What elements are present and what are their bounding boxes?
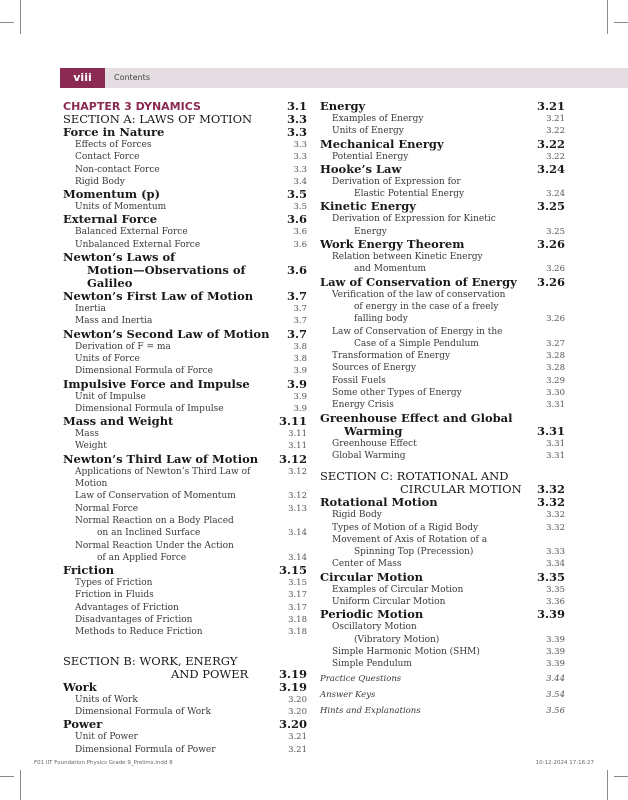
toc-entry-l0[interactable] bbox=[320, 100, 565, 113]
toc-entry-l1[interactable] bbox=[63, 744, 307, 756]
toc-entry-title: Effects of Forces bbox=[75, 140, 152, 150]
toc-entry-title: Work Energy Theorem bbox=[320, 237, 465, 252]
toc-entry-page: 3.21 bbox=[288, 744, 307, 755]
toc-entry-title: Newton’s Third Law of Motion bbox=[63, 451, 259, 466]
toc-entry-page: 3.34 bbox=[546, 559, 565, 570]
toc-entry-title: Simple Harmonic Motion (SHM) bbox=[332, 646, 480, 657]
toc-entry-title: Impulsive Force and Impulse bbox=[63, 376, 250, 391]
toc-entry-l0[interactable] bbox=[320, 163, 565, 176]
toc-entry-page: 3.3 bbox=[293, 164, 307, 175]
toc-entry-page: 3.24 bbox=[546, 189, 565, 200]
toc-entry-l1[interactable] bbox=[63, 527, 307, 539]
toc-entry-page: 3.22 bbox=[546, 151, 565, 162]
toc-entry-title: Some other Types of Energy bbox=[332, 388, 462, 399]
toc-spacer bbox=[63, 639, 307, 655]
toc-entry-page: 3.31 bbox=[546, 450, 565, 461]
toc-entry-page: 3.8 bbox=[293, 341, 307, 352]
toc-entry-title: Law of Conservation of Energy in the bbox=[332, 326, 503, 337]
toc-entry-title: Mass bbox=[75, 429, 99, 440]
toc-entry-page: 3.11 bbox=[288, 429, 307, 440]
toc-entry-title: (Vibratory Motion) bbox=[354, 634, 440, 645]
toc-entry-title: Unit of Power bbox=[75, 732, 138, 743]
toc-entry-title: Oscillatory Motion bbox=[332, 622, 417, 633]
toc-entry-title: Newton’s First Law of Motion bbox=[63, 289, 254, 304]
toc-entry-page: 3.27 bbox=[546, 338, 565, 349]
crop-mark bbox=[0, 776, 14, 777]
toc-entry-l0[interactable] bbox=[63, 564, 307, 577]
toc-entry-l1[interactable] bbox=[63, 440, 307, 452]
toc-entry-page: 3.9 bbox=[286, 376, 307, 391]
toc-entry-section[interactable] bbox=[63, 655, 307, 668]
toc-entry-title: Law of Conservation of Energy bbox=[320, 274, 517, 289]
toc-entry-l1[interactable] bbox=[63, 602, 307, 614]
toc-entry-l1[interactable] bbox=[63, 731, 307, 743]
toc-entry-l0[interactable] bbox=[320, 138, 565, 151]
toc-entry-page: 3.11 bbox=[288, 441, 307, 452]
crop-mark bbox=[0, 22, 14, 23]
toc-entry-page: 3.17 bbox=[288, 590, 307, 601]
toc-entry-page: 3.31 bbox=[546, 400, 565, 411]
toc-entry-l1[interactable] bbox=[63, 365, 307, 377]
toc-entry-title: Advantages of Friction bbox=[75, 602, 179, 613]
toc-entry-title: SECTION A: LAWS OF MOTION bbox=[63, 112, 253, 126]
toc-entry-l0[interactable] bbox=[63, 453, 307, 466]
toc-entry-page: 3.26 bbox=[546, 264, 565, 275]
toc-entry-l1[interactable] bbox=[320, 125, 565, 137]
toc-entry-title: Kinetic Energy bbox=[320, 199, 416, 214]
toc-entry-page: 3.26 bbox=[536, 274, 565, 289]
toc-entry-l1[interactable] bbox=[320, 399, 565, 411]
crop-mark bbox=[607, 770, 608, 800]
toc-entry-page: 3.5 bbox=[286, 187, 307, 202]
toc-entry-page: 3.20 bbox=[278, 717, 307, 732]
toc-entry-l0[interactable] bbox=[63, 328, 307, 341]
toc-entry-title: Rigid Body bbox=[75, 176, 125, 187]
toc-entry-page: 3.31 bbox=[536, 423, 565, 438]
toc-entry-page: 3.7 bbox=[293, 304, 307, 315]
toc-entry-title: Movement of Axis of Rotation of a bbox=[332, 534, 488, 545]
toc-entry-title: falling body bbox=[354, 314, 408, 325]
toc-entry-title: and Momentum bbox=[354, 264, 427, 275]
toc-entry-l1[interactable] bbox=[63, 540, 307, 552]
toc-entry-page: 3.39 bbox=[546, 634, 565, 645]
toc-entry-title: Hints and Explanations bbox=[320, 705, 421, 716]
toc-entry-l0[interactable] bbox=[63, 290, 307, 303]
toc-entry-title: Law of Conservation of Momentum bbox=[75, 491, 236, 502]
toc-entry-title: Applications of Newton’s Third Law of Motion bbox=[75, 466, 251, 490]
toc-entry-page: 3.4 bbox=[293, 176, 307, 187]
toc-entry-l1[interactable] bbox=[63, 694, 307, 706]
toc-entry-title: Types of Friction bbox=[75, 578, 153, 589]
toc-entry-page: 3.12 bbox=[288, 491, 307, 502]
toc-entry-l0[interactable] bbox=[63, 681, 307, 694]
toc-entry-l1[interactable] bbox=[63, 515, 307, 527]
toc-entry-page: 3.9 bbox=[293, 366, 307, 377]
toc-entry-page: 3.44 bbox=[546, 673, 565, 684]
toc-entry-l1[interactable] bbox=[320, 438, 565, 450]
toc-entry-l0[interactable] bbox=[320, 276, 565, 289]
toc-entry-l0[interactable] bbox=[320, 496, 565, 509]
toc-entry-page: 3.17 bbox=[288, 602, 307, 613]
toc-entry-title: of an Applied Force bbox=[97, 552, 187, 563]
footer-file: F01 IIT Foundation Physics Grade 9_Prelims.indd 8 bbox=[34, 760, 173, 766]
toc-entry-l0[interactable] bbox=[63, 718, 307, 731]
toc-entry-title: Power bbox=[63, 717, 103, 732]
toc-entry-title: SECTION C: ROTATIONAL AND bbox=[320, 469, 509, 484]
toc-entry-title: Unbalanced External Force bbox=[75, 239, 201, 250]
toc-entry-page: 3.32 bbox=[536, 495, 565, 510]
toc-entry-page: 3.8 bbox=[293, 353, 307, 364]
toc-entry-page: 3.1 bbox=[286, 99, 307, 113]
toc-entry-title: Newton’s Laws of bbox=[63, 250, 176, 265]
toc-entry-title: Derivation of Expression for bbox=[332, 176, 461, 187]
toc-entry-title: SECTION B: WORK, ENERGY bbox=[63, 653, 238, 668]
toc-entry-page: 3.35 bbox=[536, 569, 565, 584]
toc-entry-l1[interactable] bbox=[320, 301, 565, 313]
toc-entry-page: 3.28 bbox=[546, 351, 565, 362]
toc-entry-l0[interactable] bbox=[320, 425, 565, 438]
toc-entry-title: Types of Motion of a Rigid Body bbox=[332, 522, 479, 533]
toc-entry-title: Disadvantages of Friction bbox=[75, 615, 193, 626]
toc-entry-page: 3.21 bbox=[536, 99, 565, 113]
toc-entry-page: 3.7 bbox=[286, 289, 307, 304]
toc-entry-title: Case of a Simple Pendulum bbox=[354, 338, 479, 349]
toc-entry-title: Mechanical Energy bbox=[320, 136, 444, 151]
toc-entry-page: 3.36 bbox=[546, 597, 565, 608]
toc-entry-page: 3.6 bbox=[286, 212, 307, 227]
toc-entry-title: Periodic Motion bbox=[320, 607, 424, 622]
toc-entry-page: 3.31 bbox=[546, 438, 565, 449]
toc-entry-title: Dimensional Formula of Impulse bbox=[75, 403, 224, 414]
toc-entry-title: Motion—Observations of Galileo bbox=[87, 263, 246, 291]
header-label: Contents bbox=[114, 73, 150, 82]
toc-entry-l0[interactable] bbox=[63, 264, 307, 290]
toc-entry-l1[interactable] bbox=[63, 315, 307, 327]
toc-entry-page: 3.20 bbox=[288, 706, 307, 717]
toc-entry-title: Dimensional Formula of Power bbox=[75, 744, 216, 755]
crop-mark bbox=[20, 0, 21, 34]
toc-entry-page: 3.13 bbox=[288, 503, 307, 514]
toc-entry-l1[interactable] bbox=[63, 341, 307, 353]
toc-entry-title: Friction bbox=[63, 563, 115, 578]
toc-entry-title: Dimensional Formula of Work bbox=[75, 706, 211, 717]
toc-entry-title: Energy bbox=[354, 226, 387, 237]
toc-entry-page: 3.22 bbox=[546, 126, 565, 137]
toc-entry-title: Transformation of Energy bbox=[332, 351, 451, 362]
toc-entry-title: Examples of Circular Motion bbox=[332, 584, 464, 595]
toc-entry-l1[interactable] bbox=[320, 313, 565, 325]
toc-entry-title: Weight bbox=[75, 441, 107, 452]
toc-entry-l1[interactable] bbox=[320, 387, 565, 399]
toc-entry-title: Uniform Circular Motion bbox=[332, 597, 446, 608]
toc-entry-page: 3.18 bbox=[288, 627, 307, 638]
toc-entry-page: 3.56 bbox=[546, 705, 565, 716]
toc-entry-page: 3.29 bbox=[546, 375, 565, 386]
toc-entry-title: Mass and Weight bbox=[63, 414, 174, 429]
toc-entry-page: 3.12 bbox=[278, 451, 307, 466]
toc-entry-page: 3.14 bbox=[288, 528, 307, 539]
toc-entry-title: Greenhouse Effect bbox=[332, 438, 417, 449]
toc-entry-title: Contact Force bbox=[75, 152, 140, 163]
toc-entry-title: Greenhouse Effect and Global bbox=[320, 410, 513, 425]
toc-right-column bbox=[320, 100, 565, 719]
toc-entry-page: 3.22 bbox=[536, 136, 565, 151]
toc-entry-title: Spinning Top (Precession) bbox=[354, 547, 474, 558]
toc-entry-l1[interactable] bbox=[63, 226, 307, 238]
toc-entry-title: on an Inclined Surface bbox=[97, 528, 201, 539]
toc-entry-l1[interactable] bbox=[320, 621, 565, 633]
toc-entry-page: 3.18 bbox=[288, 615, 307, 626]
toc-entry-l1[interactable] bbox=[320, 350, 565, 362]
toc-entry-ital[interactable] bbox=[320, 687, 565, 703]
toc-entry-title: Normal Reaction on a Body Placed bbox=[75, 515, 234, 526]
toc-entry-title: Work bbox=[63, 679, 97, 694]
crop-mark bbox=[20, 770, 21, 800]
toc-entry-l1[interactable] bbox=[320, 251, 565, 263]
toc-entry-title: Units of Force bbox=[75, 353, 140, 364]
toc-entry-l1[interactable] bbox=[63, 626, 307, 638]
toc-entry-l0[interactable] bbox=[63, 126, 307, 139]
toc-entry-page: 3.14 bbox=[288, 552, 307, 563]
toc-entry-page: 3.25 bbox=[536, 199, 565, 214]
toc-entry-page: 3.9 bbox=[293, 403, 307, 414]
toc-entry-page: 3.7 bbox=[286, 326, 307, 341]
toc-entry-l1[interactable] bbox=[320, 213, 565, 225]
toc-entry-page: 3.26 bbox=[536, 237, 565, 252]
toc-entry-title: Balanced External Force bbox=[75, 227, 188, 238]
toc-entry-l1[interactable] bbox=[63, 614, 307, 626]
toc-entry-l1[interactable] bbox=[63, 428, 307, 440]
toc-entry-title: Normal Force bbox=[75, 503, 139, 514]
toc-entry-page: 3.3 bbox=[293, 140, 307, 150]
toc-entry-title: Circular Motion bbox=[320, 569, 423, 584]
toc-entry-page: 3.19 bbox=[278, 666, 307, 681]
toc-entry-l1[interactable] bbox=[63, 303, 307, 315]
toc-entry-page: 3.25 bbox=[546, 226, 565, 237]
toc-entry-l0[interactable] bbox=[320, 608, 565, 621]
toc-entry-title: Verification of the law of conservation bbox=[332, 289, 506, 300]
toc-entry-title: Units of Momentum bbox=[75, 202, 167, 213]
toc-entry-page: 3.28 bbox=[546, 363, 565, 374]
toc-entry-page: 3.3 bbox=[286, 112, 307, 126]
toc-entry-page: 3.32 bbox=[546, 522, 565, 533]
toc-entry-l1[interactable] bbox=[320, 522, 565, 534]
toc-entry-l1[interactable] bbox=[63, 466, 307, 491]
toc-entry-l1[interactable] bbox=[320, 534, 565, 546]
toc-entry-title: Simple Pendulum bbox=[332, 659, 412, 670]
toc-entry-l1[interactable] bbox=[320, 375, 565, 387]
toc-entry-title: Center of Mass bbox=[332, 559, 402, 570]
toc-entry-title: Rotational Motion bbox=[320, 495, 438, 510]
toc-entry-page: 3.11 bbox=[278, 414, 307, 429]
toc-entry-l0[interactable] bbox=[63, 188, 307, 201]
toc-entry-page: 3.5 bbox=[293, 202, 307, 213]
toc-entry-title: Examples of Energy bbox=[332, 114, 424, 124]
toc-left-column bbox=[63, 100, 307, 756]
toc-entry-title: Rigid Body bbox=[332, 510, 382, 521]
toc-entry-l1[interactable] bbox=[320, 263, 565, 275]
toc-entry-title: Sources of Energy bbox=[332, 363, 416, 374]
toc-entry-title: Units of Work bbox=[75, 694, 138, 705]
header-page-number: viii bbox=[60, 68, 105, 88]
toc-entry-title: Units of Energy bbox=[332, 126, 404, 137]
toc-entry-l1[interactable] bbox=[63, 139, 307, 151]
crop-mark bbox=[614, 22, 628, 23]
toc-entry-l1[interactable] bbox=[320, 646, 565, 658]
toc-entry-page: 3.6 bbox=[293, 239, 307, 250]
toc-entry-l1[interactable] bbox=[63, 391, 307, 403]
toc-entry-title: Mass and Inertia bbox=[75, 316, 153, 327]
toc-entry-l1[interactable] bbox=[320, 546, 565, 558]
toc-entry-title: Practice Questions bbox=[320, 673, 402, 684]
toc-entry-title: Derivation of F = ma bbox=[75, 341, 171, 352]
toc-entry-l0[interactable] bbox=[320, 200, 565, 213]
toc-entry-page: 3.39 bbox=[546, 646, 565, 657]
toc-entry-l1[interactable] bbox=[320, 584, 565, 596]
toc-entry-ital[interactable] bbox=[320, 671, 565, 687]
toc-entry-l1[interactable] bbox=[63, 164, 307, 176]
toc-entry-l1[interactable] bbox=[320, 658, 565, 670]
toc-entry-page: 3.3 bbox=[286, 125, 307, 139]
toc-entry-l1[interactable] bbox=[63, 589, 307, 601]
toc-entry-title: Friction in Fluids bbox=[75, 590, 154, 601]
toc-entry-title: Answer Keys bbox=[320, 689, 376, 700]
toc-entry-title: Energy Crisis bbox=[332, 400, 394, 411]
toc-entry-title: Derivation of Expression for Kinetic bbox=[332, 214, 496, 225]
toc-entry-title: Dimensional Formula of Force bbox=[75, 366, 213, 377]
toc-entry-section[interactable] bbox=[63, 668, 307, 681]
toc-entry-title: Hooke’s Law bbox=[320, 161, 402, 176]
toc-entry-page: 3.3 bbox=[293, 152, 307, 163]
toc-entry-page: 3.39 bbox=[546, 659, 565, 670]
toc-entry-title: Inertia bbox=[75, 304, 106, 315]
toc-entry-page: 3.32 bbox=[536, 482, 565, 497]
toc-entry-title: Non-contact Force bbox=[75, 164, 160, 175]
toc-entry-title: Newton’s Second Law of Motion bbox=[63, 326, 270, 341]
toc-entry-page: 3.12 bbox=[288, 466, 307, 477]
toc-entry-page: 3.33 bbox=[546, 547, 565, 558]
toc-entry-page: 3.21 bbox=[546, 114, 565, 124]
toc-entry-page: 3.24 bbox=[536, 161, 565, 176]
toc-entry-page: 3.35 bbox=[546, 584, 565, 595]
toc-entry-title: Global Warming bbox=[332, 450, 406, 461]
toc-entry-title: Unit of Impulse bbox=[75, 391, 146, 402]
toc-entry-l0[interactable] bbox=[320, 412, 565, 425]
toc-entry-ital[interactable] bbox=[320, 703, 565, 719]
toc-entry-l1[interactable] bbox=[320, 634, 565, 646]
toc-entry-page: 3.20 bbox=[288, 694, 307, 705]
toc-entry-title: CIRCULAR MOTION bbox=[400, 482, 522, 497]
toc-entry-page: 3.9 bbox=[293, 391, 307, 402]
toc-entry-title: External Force bbox=[63, 212, 158, 227]
toc-entry-title: AND POWER bbox=[171, 666, 249, 681]
toc-entry-l1[interactable] bbox=[63, 490, 307, 502]
toc-entry-page: 3.19 bbox=[278, 679, 307, 694]
toc-entry-title: Elastic Potential Energy bbox=[354, 189, 465, 200]
toc-entry-page: 3.26 bbox=[546, 314, 565, 325]
toc-entry-page: 3.6 bbox=[293, 227, 307, 238]
toc-entry-l1[interactable] bbox=[320, 326, 565, 338]
toc-entry-title: Momentum (p) bbox=[63, 187, 161, 202]
toc-entry-l0[interactable] bbox=[320, 238, 565, 251]
footer-date: 10-12-2024 17:16:27 bbox=[535, 760, 594, 766]
toc-entry-l1[interactable] bbox=[320, 176, 565, 188]
toc-entry-l1[interactable] bbox=[320, 113, 565, 125]
toc-entry-l1[interactable] bbox=[320, 450, 565, 462]
toc-entry-l1[interactable] bbox=[320, 362, 565, 374]
toc-entry-title: Potential Energy bbox=[332, 151, 409, 162]
toc-entry-l1[interactable] bbox=[320, 509, 565, 521]
toc-entry-l1[interactable] bbox=[63, 151, 307, 163]
toc-entry-page: 3.30 bbox=[546, 388, 565, 399]
toc-entry-page: 3.21 bbox=[288, 732, 307, 743]
toc-entry-l1[interactable] bbox=[63, 577, 307, 589]
toc-entry-page: 3.32 bbox=[546, 510, 565, 521]
crop-mark bbox=[614, 776, 628, 777]
toc-entry-title: Methods to Reduce Friction bbox=[75, 627, 203, 638]
toc-entry-title: Relation between Kinetic Energy bbox=[332, 252, 483, 263]
toc-entry-page: 3.7 bbox=[293, 316, 307, 327]
toc-entry-title: Energy bbox=[320, 99, 366, 113]
toc-entry-page: 3.6 bbox=[286, 263, 307, 278]
toc-entry-page: 3.15 bbox=[288, 578, 307, 589]
toc-entry-title: Fossil Fuels bbox=[332, 375, 386, 386]
toc-entry-l0[interactable] bbox=[63, 213, 307, 226]
toc-entry-title: CHAPTER 3 DYNAMICS bbox=[63, 100, 201, 113]
toc-entry-l1[interactable] bbox=[320, 289, 565, 301]
crop-mark bbox=[607, 0, 608, 34]
toc-entry-l1[interactable] bbox=[63, 503, 307, 515]
toc-entry-title: of energy in the case of a freely bbox=[354, 301, 499, 312]
toc-entry-l0[interactable] bbox=[320, 571, 565, 584]
toc-entry-title: Normal Reaction Under the Action bbox=[75, 540, 234, 551]
toc-entry-page: 3.54 bbox=[546, 689, 565, 700]
toc-entry-l1[interactable] bbox=[320, 558, 565, 570]
toc-entry-l0[interactable] bbox=[63, 415, 307, 428]
toc-entry-title: Warming bbox=[344, 423, 403, 438]
toc-entry-l1[interactable] bbox=[63, 353, 307, 365]
toc-entry-l1[interactable] bbox=[320, 338, 565, 350]
toc-entry-page: 3.39 bbox=[536, 607, 565, 622]
toc-entry-l0[interactable] bbox=[63, 378, 307, 391]
toc-entry-page: 3.15 bbox=[278, 563, 307, 578]
toc-entry-title: Force in Nature bbox=[63, 125, 165, 139]
